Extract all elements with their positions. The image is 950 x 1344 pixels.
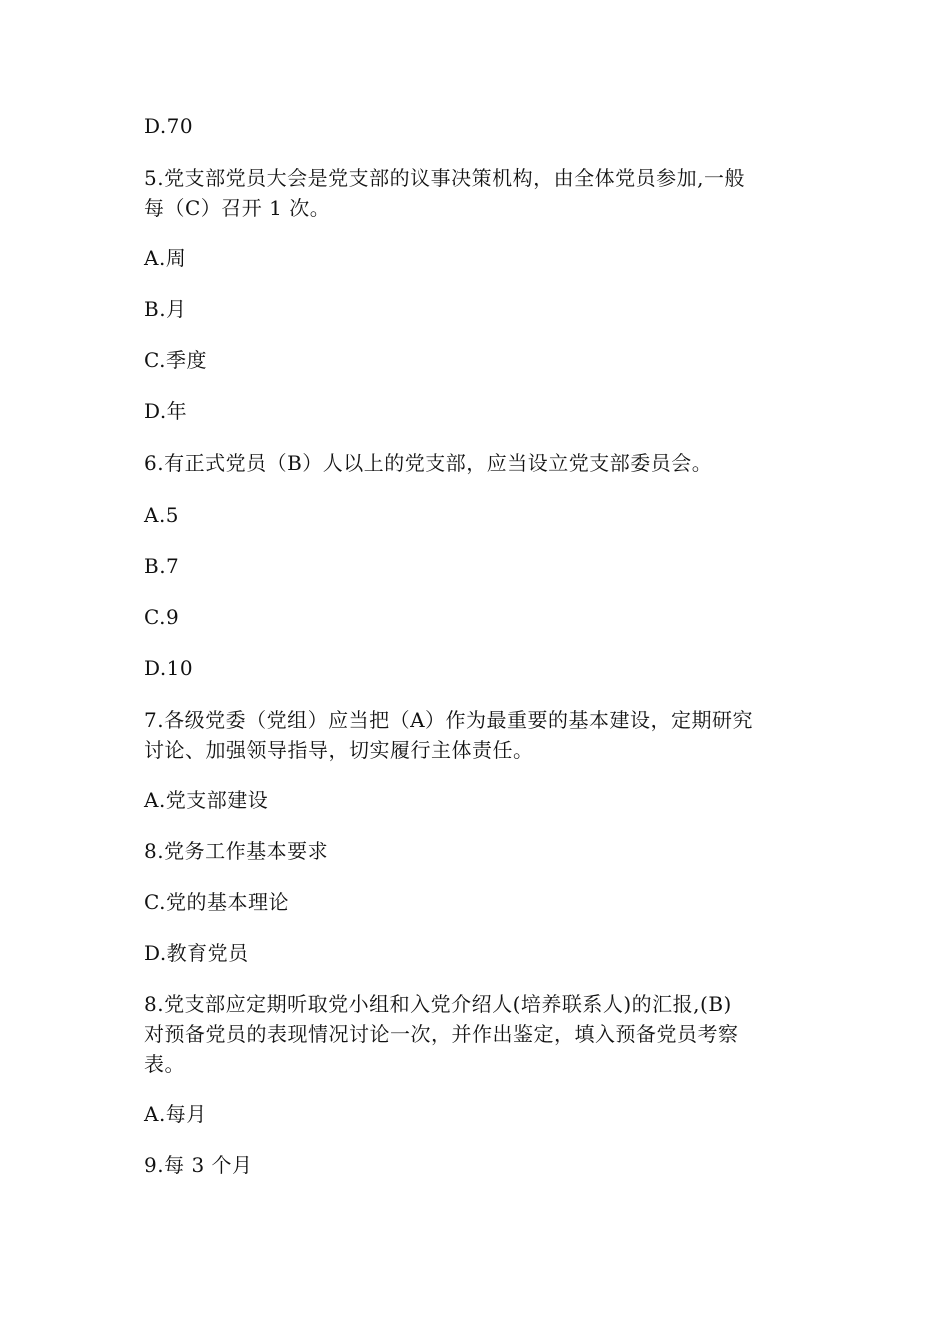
option-d-line: D.70 [144, 114, 194, 138]
question-6-option-a: A.5 [144, 503, 180, 527]
question-8-line-3: 表。 [144, 1052, 185, 1076]
question-6-option-d: D.10 [144, 656, 194, 680]
question-5-line-1: 5.党支部党员大会是党支部的议事决策机构，由全体党员参加,一般 [144, 166, 745, 190]
question-5-option-b: B.月 [144, 297, 187, 321]
question-8-line-2: 对预备党员的表现情况讨论一次，并作出鉴定，填入预备党员考察 [144, 1022, 739, 1046]
question-7-line-1: 7.各级党委（党组）应当把（A）作为最重要的基本建设，定期研究 [144, 708, 754, 732]
question-6-option-c: C.9 [144, 605, 180, 629]
question-8-line-1: 8.党支部应定期听取党小组和入党介绍人(培养联系人)的汇报,(B) [144, 992, 732, 1016]
question-8-option-a: A.每月 [144, 1102, 207, 1126]
question-5-option-d: D.年 [144, 399, 188, 423]
question-6-option-b: B.7 [144, 554, 180, 578]
question-8-option-b: 9.每 3 个月 [144, 1153, 253, 1177]
question-7-option-d: D.教育党员 [144, 941, 249, 965]
question-5-option-a: A.周 [144, 246, 187, 270]
question-7-line-2: 讨论、加强领导指导，切实履行主体责任。 [144, 738, 534, 762]
question-6-line-1: 6.有正式党员（B）人以上的党支部，应当设立党支部委员会。 [144, 451, 713, 475]
question-5-line-2: 每（C）召开 1 次。 [144, 196, 331, 220]
question-7-option-c: C.党的基本理论 [144, 890, 289, 914]
question-7-option-a: A.党支部建设 [144, 788, 269, 812]
question-7-option-b: 8.党务工作基本要求 [144, 839, 329, 863]
question-5-option-c: C.季度 [144, 348, 207, 372]
